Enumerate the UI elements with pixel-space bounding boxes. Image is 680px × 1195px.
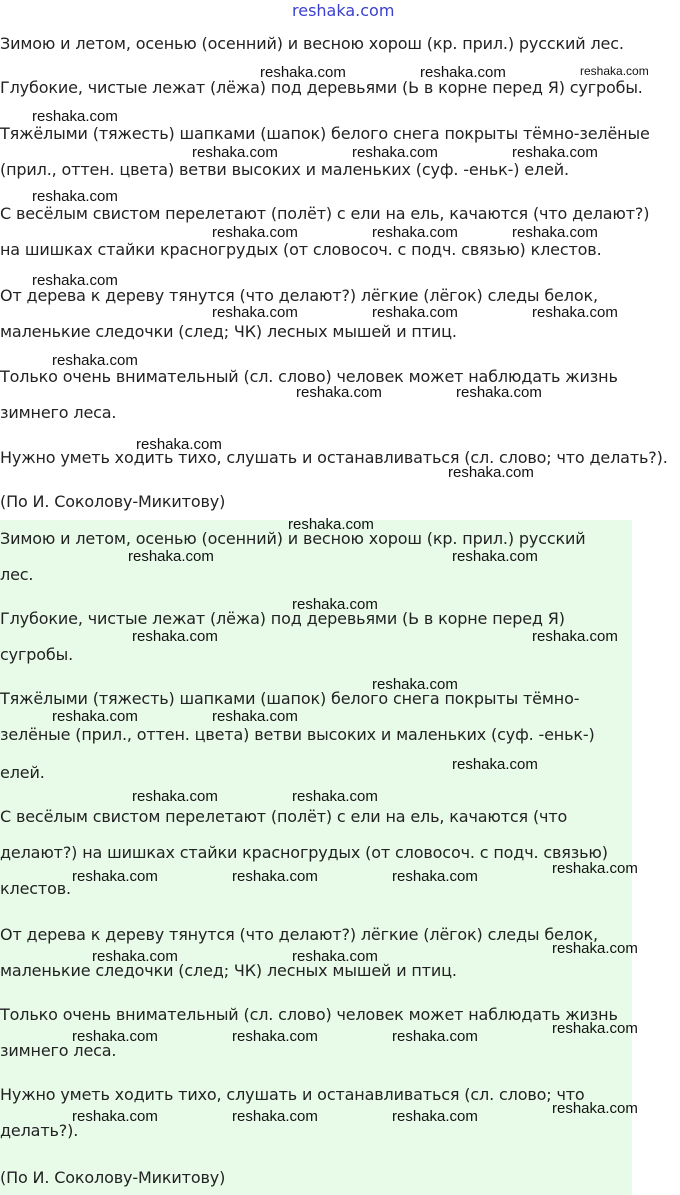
top-text-line: (прил., оттен. цвета) ветви высоких и маленьких (суф. -еньк-) елей. bbox=[0, 160, 569, 179]
watermark-text: reshaka.com bbox=[136, 436, 222, 453]
site-header-link[interactable]: reshaka.com bbox=[292, 1, 395, 20]
top-text-line: маленькие следочки (след; ЧК) лесных мышей и птиц. bbox=[0, 322, 457, 341]
bottom-text-line: Тяжёлыми (тяжесть) шапками (шапок) белого снега покрыты тёмно- bbox=[0, 689, 580, 708]
watermark-text: reshaka.com bbox=[72, 1028, 158, 1045]
watermark-text: reshaka.com bbox=[52, 708, 138, 725]
watermark-text: reshaka.com bbox=[372, 304, 458, 321]
watermark-text: reshaka.com bbox=[232, 1108, 318, 1125]
watermark-text: reshaka.com bbox=[392, 868, 478, 885]
top-text-line: Зимою и летом, осенью (осенний) и весною хорош (кр. прил.) русский лес. bbox=[0, 34, 624, 53]
watermark-text: reshaka.com bbox=[212, 224, 298, 241]
watermark-text: reshaka.com bbox=[532, 304, 618, 321]
bottom-text-line: С весёлым свистом перелетают (полёт) с ели на ель, качаются (что bbox=[0, 807, 568, 826]
watermark-text: reshaka.com bbox=[372, 676, 458, 693]
bottom-text-line: зимнего леса. bbox=[0, 1041, 117, 1060]
bottom-text-line: Только очень внимательный (сл. слово) человек может наблюдать жизнь bbox=[0, 1005, 618, 1024]
watermark-text: reshaka.com bbox=[392, 1108, 478, 1125]
watermark-text: reshaka.com bbox=[288, 516, 374, 533]
watermark-text: reshaka.com bbox=[532, 628, 618, 645]
bottom-text-line: Нужно уметь ходить тихо, слушать и останавливаться (сл. слово; что bbox=[0, 1085, 585, 1104]
watermark-text: reshaka.com bbox=[92, 948, 178, 965]
watermark-text: reshaka.com bbox=[420, 64, 506, 81]
watermark-text: reshaka.com bbox=[552, 1100, 638, 1117]
watermark-text: reshaka.com bbox=[232, 868, 318, 885]
bottom-text-line: От дерева к дереву тянутся (что делают?) лёгкие (лёгок) следы белок, bbox=[0, 925, 598, 944]
bottom-text-line: (По И. Соколову-Микитову) bbox=[0, 1168, 226, 1187]
watermark-text: reshaka.com bbox=[212, 708, 298, 725]
top-text-line: Глубокие, чистые лежат (лёжа) под деревьями (Ь в корне перед Я) сугробы. bbox=[0, 78, 643, 97]
watermark-text: reshaka.com bbox=[32, 108, 118, 125]
watermark-text: reshaka.com bbox=[72, 1108, 158, 1125]
bottom-text-line: маленькие следочки (след; ЧК) лесных мышей и птиц. bbox=[0, 961, 457, 980]
bottom-text-line: елей. bbox=[0, 763, 45, 782]
watermark-text: reshaka.com bbox=[452, 756, 538, 773]
watermark-text: reshaka.com bbox=[52, 352, 138, 369]
watermark-text: reshaka.com bbox=[552, 940, 638, 957]
watermark-text: reshaka.com bbox=[512, 144, 598, 161]
watermark-text: reshaka.com bbox=[296, 384, 382, 401]
top-text-line: (По И. Соколову-Микитову) bbox=[0, 492, 226, 511]
top-text-line: От дерева к дереву тянутся (что делают?) лёгкие (лёгок) следы белок, bbox=[0, 286, 598, 305]
watermark-text: reshaka.com bbox=[212, 304, 298, 321]
watermark-text: reshaka.com bbox=[192, 144, 278, 161]
watermark-text: reshaka.com bbox=[456, 384, 542, 401]
watermark-text: reshaka.com bbox=[32, 272, 118, 289]
watermark-text: reshaka.com bbox=[372, 224, 458, 241]
watermark-text: reshaka.com bbox=[292, 948, 378, 965]
watermark-text: reshaka.com bbox=[392, 1028, 478, 1045]
watermark-text: reshaka.com bbox=[552, 860, 638, 877]
bottom-text-line: делают?) на шишках стайки красногрудых (от словосоч. с подч. связью) bbox=[0, 843, 608, 862]
bottom-text-line: сугробы. bbox=[0, 645, 74, 664]
watermark-text: reshaka.com bbox=[132, 788, 218, 805]
watermark-text: reshaka.com bbox=[452, 548, 538, 565]
watermark-text: reshaka.com bbox=[128, 548, 214, 565]
watermark-text: reshaka.com bbox=[260, 64, 346, 81]
top-text-line: Нужно уметь ходить тихо, слушать и останавливаться (сл. слово; что делать?). bbox=[0, 448, 668, 467]
top-text-line: С весёлым свистом перелетают (полёт) с ели на ель, качаются (что делают?) bbox=[0, 204, 650, 223]
watermark-text: reshaka.com bbox=[72, 868, 158, 885]
top-text-line: зимнего леса. bbox=[0, 403, 117, 422]
watermark-text: reshaka.com bbox=[292, 788, 378, 805]
bottom-text-line: клестов. bbox=[0, 879, 71, 898]
top-text-line: Только очень внимательный (сл. слово) человек может наблюдать жизнь bbox=[0, 367, 618, 386]
watermark-text: reshaka.com bbox=[580, 64, 649, 78]
watermark-text: reshaka.com bbox=[552, 1020, 638, 1037]
watermark-text: reshaka.com bbox=[292, 596, 378, 613]
watermark-text: reshaka.com bbox=[448, 464, 534, 481]
top-text-line: Тяжёлыми (тяжесть) шапками (шапок) белого снега покрыты тёмно-зелёные bbox=[0, 124, 650, 143]
watermark-text: reshaka.com bbox=[352, 144, 438, 161]
bottom-text-line: зелёные (прил., оттен. цвета) ветви высоких и маленьких (суф. -еньк-) bbox=[0, 725, 595, 744]
watermark-text: reshaka.com bbox=[232, 1028, 318, 1045]
watermark-text: reshaka.com bbox=[512, 224, 598, 241]
watermark-text: reshaka.com bbox=[132, 628, 218, 645]
bottom-text-line: лес. bbox=[0, 565, 34, 584]
bottom-text-line: делать?). bbox=[0, 1121, 79, 1140]
bottom-text-line: Глубокие, чистые лежат (лёжа) под деревьями (Ь в корне перед Я) bbox=[0, 609, 565, 628]
watermark-text: reshaka.com bbox=[32, 188, 118, 205]
bottom-text-line: Зимою и летом, осенью (осенний) и весною хорош (кр. прил.) русский bbox=[0, 529, 586, 548]
top-text-line: на шишках стайки красногрудых (от словосоч. с подч. связью) клестов. bbox=[0, 240, 602, 259]
